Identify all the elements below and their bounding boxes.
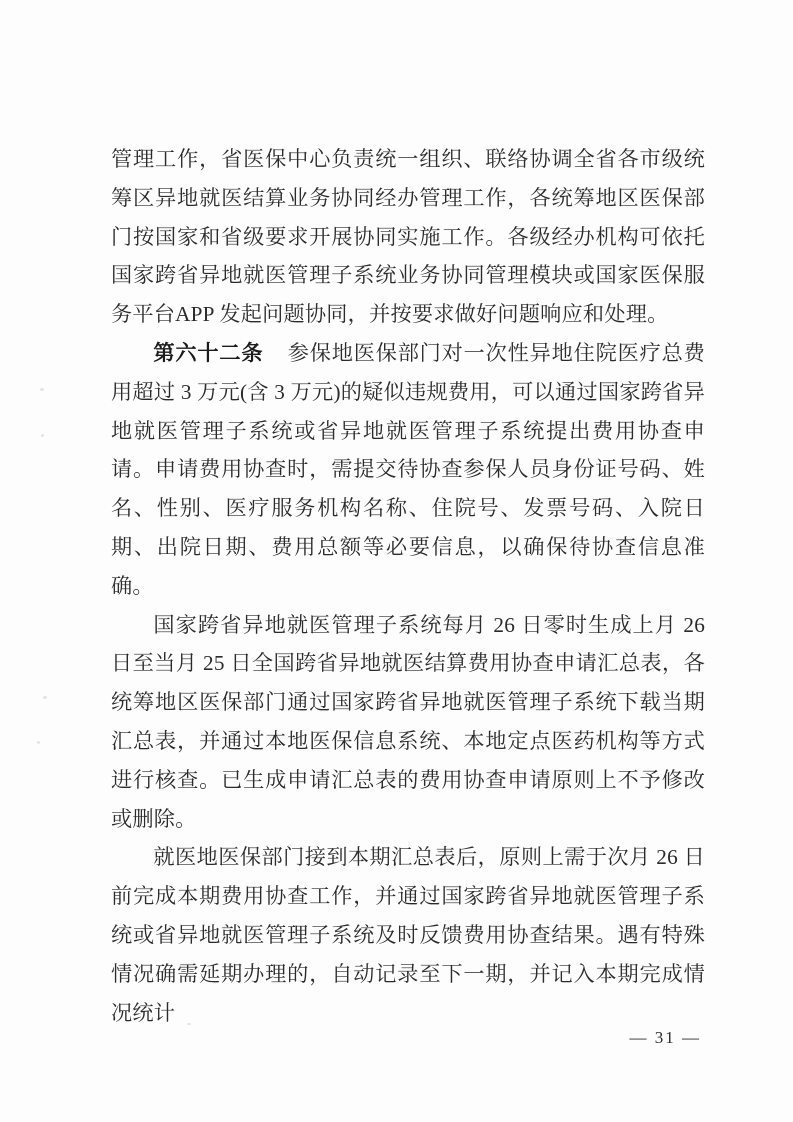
- paragraph-text: 国家跨省异地就医管理子系统每月 26 日零时生成上月 26 日至当月 25 日全国跨省异地就医结算费用协查申请汇总表，各统筹地区医保部门通过国家跨省异地就医管理子系统下载当期汇总表，并通过本地医保信息系统、本地定点医药机构等方式进行核查。已生成申请汇总表的费用协查申请原则上不予修改或删除。: [111, 612, 705, 831]
- document-body: [111, 140, 705, 1032]
- article-62-paragraph: [111, 334, 705, 606]
- page-number: — 31 —: [629, 1028, 701, 1047]
- scan-speckle: [41, 434, 44, 437]
- article-number-heading: 第六十二条: [153, 340, 264, 365]
- paragraph-text: 就医地医保部门接到本期汇总表后，原则上需于次月 26 日前完成本期费用协查工作，并通过国家跨省异地就医管理子系统或省异地就医管理子系统及时反馈费用协查结果。遇有特殊情况确需延期办理的，自动记录至下一期，并记入本期完成情况统计: [111, 845, 705, 1025]
- paragraph-text: 参保地医保部门对一次性异地住院医疗总费用超过 3 万元(含 3 万元)的疑似违规费用，可以通过国家跨省异地就医管理子系统或省异地就医管理子系统提出费用协查申请。申请费用协查时，需提交待协查参保人员身份证号码、姓名、性别、医疗服务机构名称、住院号、发票号码、入院日期、出院日期、费用总额等必要信息，以确保待协查信息准确。: [111, 340, 705, 598]
- continuation-paragraph: [111, 140, 705, 334]
- summary-table-generation-paragraph: [111, 606, 705, 839]
- paragraph-text: 管理工作，省医保中心负责统一组织、联络协调全省各市级统筹区异地就医结算业务协同经办管理工作，各统筹地区医保部门按国家和省级要求开展协同实施工作。各级经办机构可依托国家跨省异地就医管理子系统业务协同管理模块或国家医保服务平台APP 发起问题协同，并按要求做好问题响应和处理。: [111, 147, 705, 327]
- scan-speckle: [187, 1023, 191, 1025]
- scan-speckle: [40, 388, 44, 391]
- feedback-deadline-paragraph: [111, 838, 705, 1032]
- scan-speckle: [43, 696, 47, 699]
- scan-speckle: [37, 741, 40, 744]
